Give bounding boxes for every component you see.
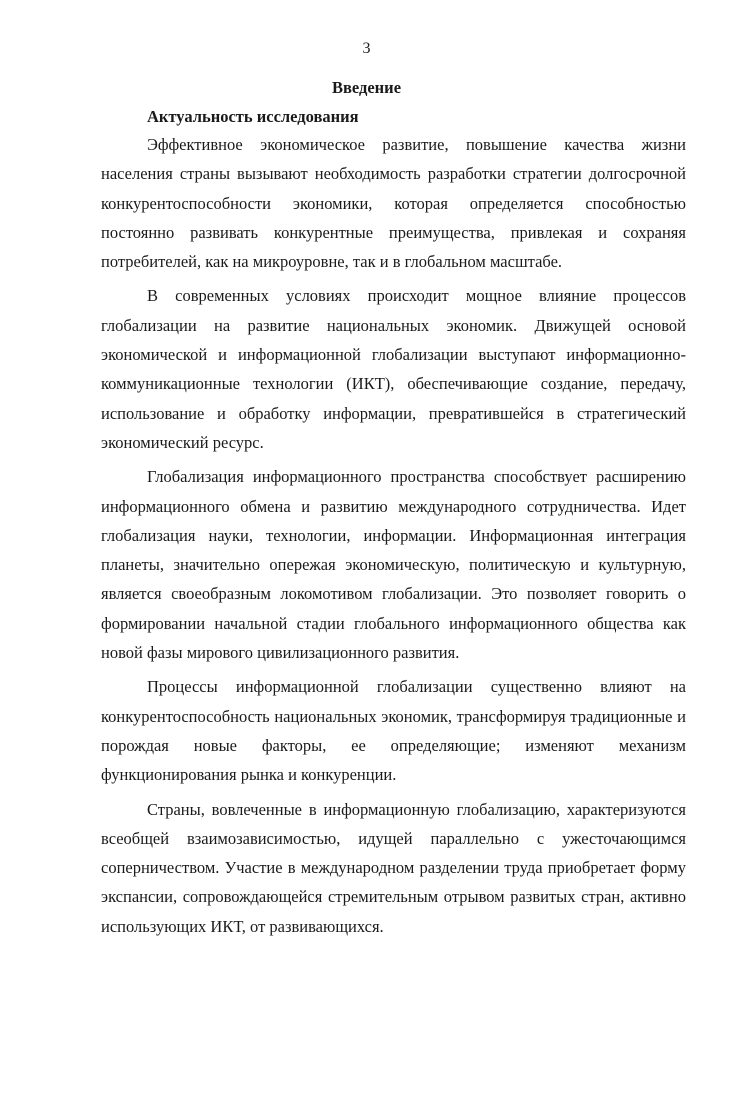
paragraph: Глобализация информационного пространства способствует расширению информационного обмена и развитию международного сотрудничества. Идет глобализация науки, технологии, информации. Информационная интеграция планеты, значительно опережая экономическую, политическую и культурную, является своеобразным локомотивом глобализации. Это позволяет говорить о формировании начальной стадии глобального информационного общества как новой фазы мирового цивилизационного развития.: [101, 467, 686, 663]
subsection-title: Актуальность исследования: [147, 107, 359, 126]
page-number: 3: [362, 40, 371, 57]
paragraph: Эффективное экономическое развитие, повышение качества жизни населения страны вызывают необходимость разработки стратегии долгосрочной конкурентоспособности экономики, которая определяется способностью постоянно развивать конкурентные преимущества, привлекая и сохраняя потребителей, как на микроуровне, так и в глобальном масштабе.: [101, 135, 686, 272]
paragraph: Процессы информационной глобализации существенно влияют на конкурентоспособность национальных экономик, трансформируя традиционные и порождая новые факторы, ее определяющие; изменяют механизм функционирования рынка и конкуренции.: [101, 677, 686, 785]
paragraph: В современных условиях происходит мощное влияние процессов глобализации на развитие национальных экономик. Движущей основой экономической и информационной глобализации выступают информационно-коммуникационные технологии (ИКТ), обеспечивающие создание, передачу, использование и обработку информации, превратившейся в стратегический экономический ресурс.: [101, 286, 686, 452]
body-text: [101, 130, 686, 946]
section-title: Введение: [331, 78, 402, 97]
paragraph: Страны, вовлеченные в информационную глобализацию, характеризуются всеобщей взаимозависимостью, идущей параллельно с ужесточающимся соперничеством. Участие в международном разделении труда приобретает форму экспансии, сопровождающейся стремительным отрывом развитых стран, активно использующих ИКТ, от развивающихся.: [101, 799, 686, 936]
